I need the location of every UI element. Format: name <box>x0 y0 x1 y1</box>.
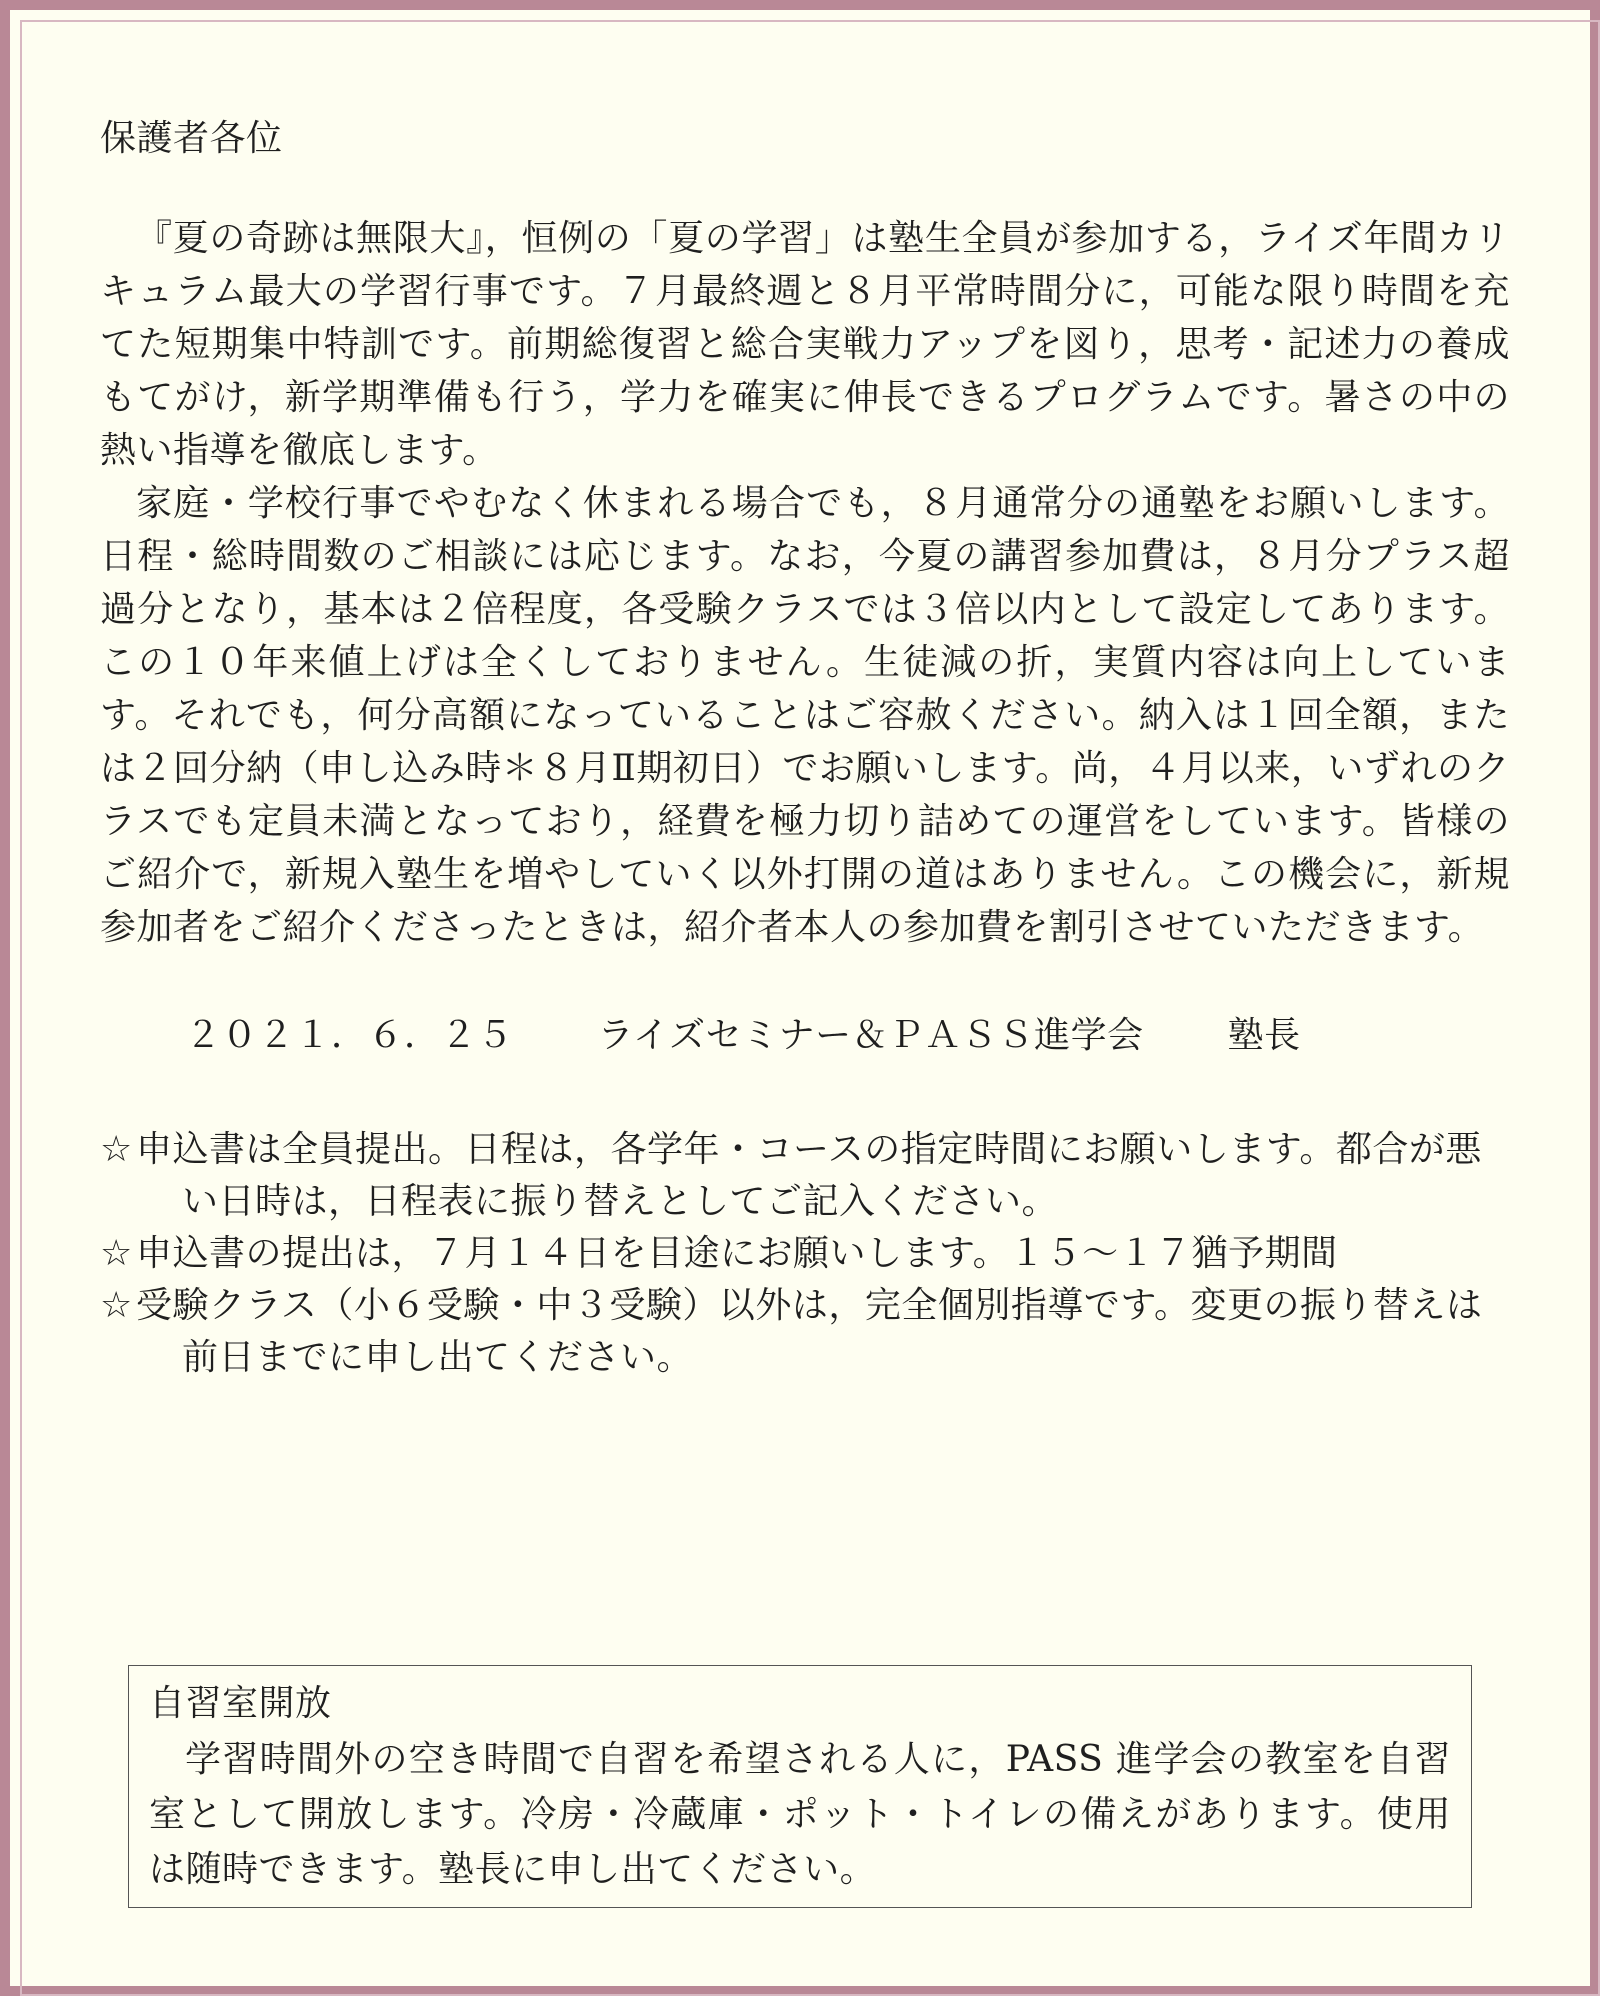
study-room-box <box>128 1665 1472 1908</box>
paragraph-summer-program: 『夏の奇跡は無限大』，恒例の「夏の学習」は塾生全員が参加する，ライズ年間カリキュラム最大の学習行事です。７月最終週と８月平常時間分に，可能な限り時間を充てた短期集中特訓です。前期総復習と総合実戦力アップを図り，思考・記述力の養成もてがけ，新学期準備も行う，学力を確実に伸長できるプログラムです。暑さの中の熱い指導を徹底します。 <box>100 218 1510 471</box>
star-icon: ☆ <box>100 1233 133 1274</box>
note-item <box>100 1228 1510 1280</box>
note-text: 受験クラス（小６受験・中３受験）以外は，完全個別指導です。変更の振り替えは前日までに申し出てください。 <box>136 1285 1483 1378</box>
study-room-body: 学習時間外の空き時間で自習を希望される人に，PASS 進学会の教室を自習室として開放します。冷房・冷蔵庫・ポット・トイレの備えがあります。使用は随時できます。塾長に申し出てください。 <box>149 1739 1451 1890</box>
signature <box>185 1006 1510 1066</box>
note-text: 申込書の提出は，７月１４日を目途にお願いします。１５〜１７猶予期間 <box>136 1233 1338 1274</box>
note-text: 申込書は全員提出。日程は，各学年・コースの指定時間にお願いします。都合が悪い日時は，日程表に振り替えとしてご記入ください。 <box>136 1129 1482 1222</box>
study-room-title: 自習室開放 <box>149 1683 332 1724</box>
letter <box>100 108 1510 1420</box>
signature-date: ２０２１．６．２５ <box>185 1015 514 1056</box>
star-icon: ☆ <box>100 1285 133 1326</box>
notes-list <box>100 1124 1510 1384</box>
signature-role: 塾長 <box>1227 1015 1301 1056</box>
salutation: 保護者各位 <box>100 118 283 159</box>
signature-organization: ライズセミナー＆ＰＡＳＳ進学会 <box>597 1015 1144 1056</box>
paragraph-fees: 家庭・学校行事でやむなく休まれる場合でも，８月通常分の通塾をお願いします。日程・総時間数のご相談には応じます。なお，今夏の講習参加費は，８月分プラス超過分となり，基本は２倍程度，各受験クラスでは３倍以内として設定してあります。この１０年来値上げは全くしておりません。生徒減の折，実質内容は向上しています。それでも，何分高額になっていることはご容赦ください。納入は１回全額，または２回分納（申し込み時＊８月Ⅱ期初日）でお願いします。尚，４月以来，いずれのクラスでも定員未満となっており，経費を極力切り詰めての運営をしています。皆様のご紹介で，新規入塾生を増やしていく以外打開の道はありません。この機会に，新規参加者をご紹介くださったときは，紹介者本人の参加費を割引させていただきます。 <box>100 483 1510 948</box>
star-icon: ☆ <box>100 1129 133 1170</box>
note-item <box>100 1280 1510 1384</box>
note-item <box>100 1124 1510 1228</box>
